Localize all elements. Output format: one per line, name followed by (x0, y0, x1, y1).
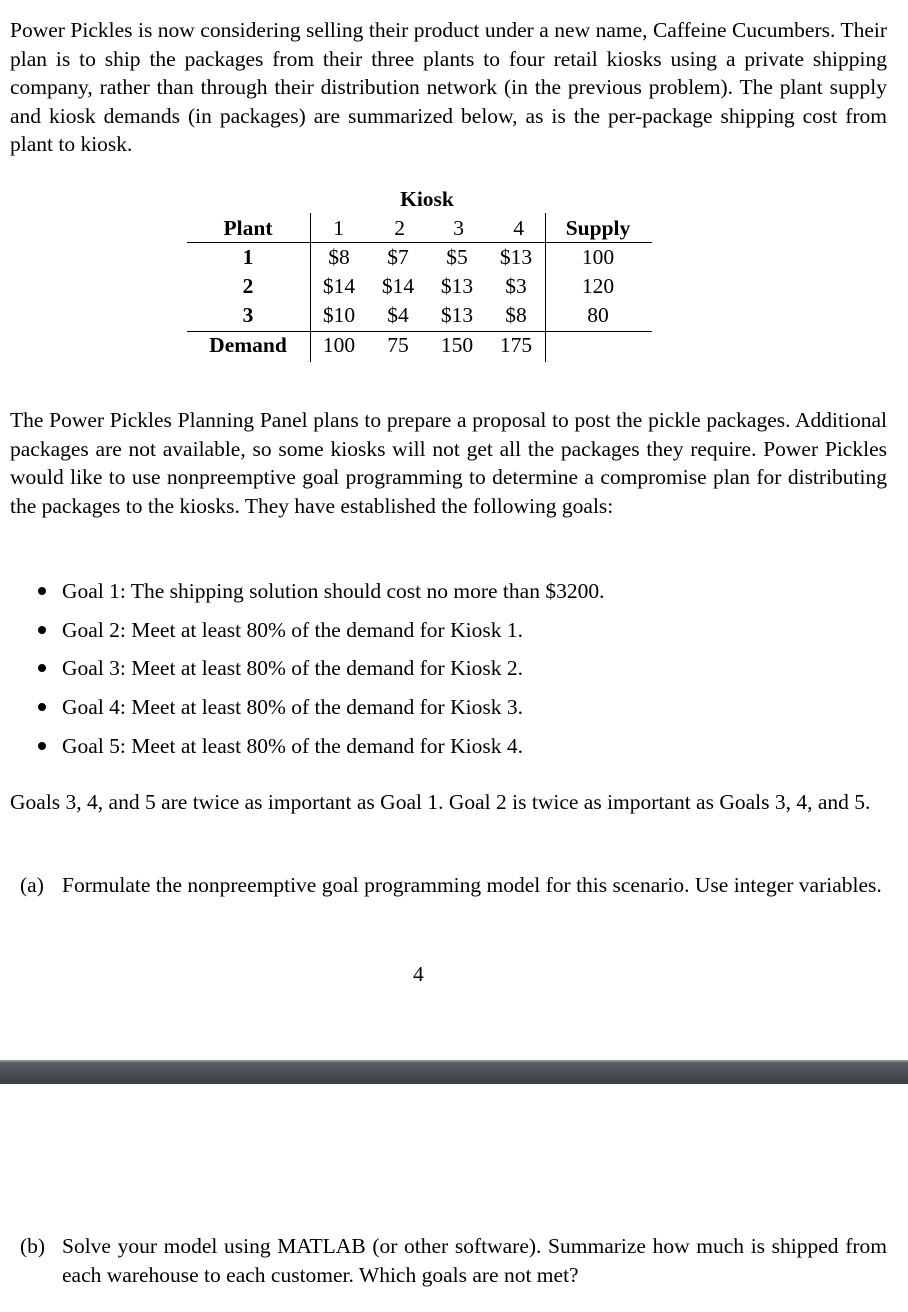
goal-item: Goal 5: Meet at least 80% of the demand for Kiosk 4. (62, 734, 523, 758)
table-rule (545, 213, 546, 362)
bullet-icon (38, 626, 46, 634)
planning-paragraph: The Power Pickles Planning Panel plans to prepare a proposal to post the pickle packages. Additional packages are not available, so some kiosks will not get all the packages they require. Power Pickles would like to use nonpreemptive goal programming to determine a compromise plan for distributing the packages to the kiosks. They have established the following goals: (10, 408, 887, 518)
cost-table (0, 0, 908, 380)
demand-cell: 75 (387, 333, 409, 357)
cost-cell: $8 (505, 303, 527, 327)
kiosk-col-1: 1 (333, 216, 344, 240)
kiosk-col-3: 3 (453, 216, 464, 240)
cost-cell: $14 (381, 274, 415, 298)
bullet-icon (38, 703, 46, 711)
cost-cell: $13 (499, 245, 533, 269)
goal-item: Goal 4: Meet at least 80% of the demand for Kiosk 3. (62, 695, 523, 719)
kiosk-col-4: 4 (513, 216, 524, 240)
cost-cell: $3 (505, 274, 527, 298)
supply-cell: 100 (581, 245, 615, 269)
supply-cell: 80 (587, 303, 609, 327)
supply-header: Supply (565, 216, 631, 240)
bullet-icon (38, 664, 46, 672)
goal-item: Goal 3: Meet at least 80% of the demand for Kiosk 2. (62, 656, 523, 680)
goal-item: Goal 2: Meet at least 80% of the demand for Kiosk 1. (62, 618, 523, 642)
demand-cell: 150 (440, 333, 474, 357)
demand-cell: 175 (499, 333, 533, 357)
page-divider (0, 1062, 908, 1084)
part-b-text: Solve your model using MATLAB (or other software). Summarize how much is shipped from each warehouse to each customer. Which goals are not met? (62, 1234, 887, 1287)
intro-paragraph: Power Pickles is now considering selling their product under a new name, Caffeine Cucumbers. Their plan is to ship the packages from their three plants to four retail kiosks using a private shipping company, rather than through their distribution network (in the previous problem). The plant supply and kiosk demands (in packages) are summarized below, as is the per-package shipping cost from plant to kiosk. (10, 18, 887, 157)
cost-cell: $14 (322, 274, 356, 298)
bullet-icon (38, 742, 46, 750)
cost-cell: $13 (440, 274, 474, 298)
part-a-text: Formulate the nonpreemptive goal programming model for this scenario. Use integer variables. (62, 873, 882, 897)
cost-cell: $7 (387, 245, 409, 269)
goal-item: Goal 1: The shipping solution should cost no more than $3200. (62, 579, 605, 603)
table-rule (187, 331, 652, 332)
supply-cell: 120 (581, 274, 615, 298)
part-a-label: (a) (20, 873, 44, 897)
plant-header: Plant (223, 216, 273, 240)
demand-label: Demand (209, 333, 287, 357)
cost-cell: $5 (446, 245, 468, 269)
cost-cell: $4 (387, 303, 409, 327)
cost-cell: $10 (322, 303, 356, 327)
table-rule (310, 213, 311, 362)
bullet-icon (38, 587, 46, 595)
plant-label: 2 (242, 274, 254, 298)
plant-label: 1 (242, 245, 254, 269)
demand-cell: 100 (322, 333, 356, 357)
table-rule (187, 242, 652, 243)
plant-label: 3 (242, 303, 254, 327)
importance-paragraph: Goals 3, 4, and 5 are twice as important as Goal 1. Goal 2 is twice as important as Goals 3, 4, and 5. (10, 790, 871, 814)
kiosk-col-2: 2 (394, 216, 405, 240)
part-b-label: (b) (20, 1234, 46, 1258)
page-number: 4 (413, 962, 424, 986)
cost-cell: $13 (440, 303, 474, 327)
kiosk-header: Kiosk (400, 187, 454, 211)
cost-cell: $8 (328, 245, 350, 269)
